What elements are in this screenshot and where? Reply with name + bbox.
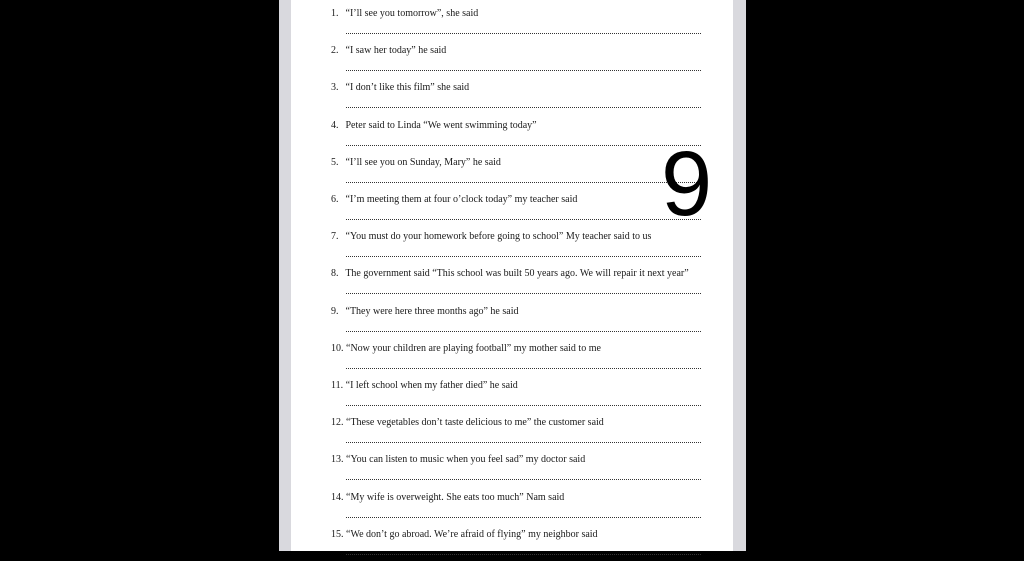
exercise-sentence [331, 492, 564, 504]
answer-line [346, 33, 701, 34]
answer-line [346, 219, 701, 220]
exercise-number: 9. [331, 305, 339, 317]
exercise-number: 15. [331, 528, 344, 540]
exercise-item [291, 450, 733, 486]
exercise-number: 4. [331, 119, 339, 131]
exercise-sentence [331, 306, 518, 318]
document-page-frame [279, 0, 746, 551]
answer-line [346, 70, 701, 71]
exercise-number: 10. [331, 342, 344, 354]
exercise-sentence [331, 231, 651, 243]
exercise-text: Peter said to Linda “We went swimming today” [345, 119, 537, 131]
answer-line [346, 554, 701, 555]
exercise-sentence [331, 120, 537, 132]
exercise-sentence [331, 268, 689, 280]
exercise-item [291, 376, 733, 412]
exercise-item [291, 525, 733, 561]
exercise-item [291, 339, 733, 375]
exercise-number: 1. [331, 8, 339, 19]
exercise-text: “My wife is overweight. She eats too much” Nam said [346, 491, 565, 503]
exercise-text: “They were here three months ago” he said [345, 305, 519, 317]
answer-line [346, 442, 701, 443]
exercise-number: 5. [331, 156, 339, 168]
exercise-number: 14. [331, 491, 344, 503]
exercise-sentence [331, 8, 478, 20]
exercise-item [291, 4, 733, 40]
exercise-sentence [331, 380, 518, 392]
exercise-text: “I don’t like this film” she said [345, 82, 470, 94]
answer-line [346, 256, 701, 257]
exercise-sentence [331, 45, 446, 57]
exercise-number: 7. [331, 231, 339, 243]
exercise-text: “You can listen to music when you feel sad” my doctor said [346, 454, 586, 466]
exercise-text: “Now your children are playing football” my mother said to me [346, 342, 601, 354]
exercise-sentence [331, 82, 469, 94]
exercise-sentence [331, 157, 501, 169]
answer-line [346, 368, 701, 369]
exercise-item [291, 302, 733, 338]
exercise-item [291, 413, 733, 449]
exercise-text: The government said “This school was built 50 years ago. We will repair it next year” [345, 268, 689, 280]
answer-line [346, 517, 701, 518]
exercise-text: “You must do your homework before going to school” My teacher said to us [345, 231, 652, 243]
exercise-sentence [331, 194, 577, 206]
answer-line [346, 145, 701, 146]
exercise-text: “I’ll see you on Sunday, Mary” he said [345, 156, 501, 168]
worksheet-paper [291, 0, 733, 551]
exercise-list [291, 0, 733, 551]
answer-line [346, 182, 701, 183]
exercise-number: 12. [331, 417, 344, 429]
exercise-number: 13. [331, 454, 344, 466]
exercise-number: 2. [331, 45, 339, 57]
exercise-text: “We don’t go abroad. We’re afraid of flying” my neighbor said [346, 528, 598, 540]
answer-line [346, 405, 701, 406]
exercise-sentence [331, 343, 601, 355]
exercise-item [291, 78, 733, 114]
exercise-text: “I’ll see you tomorrow”, she said [345, 8, 479, 19]
exercise-text: “I’m meeting them at four o’clock today” my teacher said [345, 194, 578, 205]
exercise-number: 3. [331, 82, 339, 94]
exercise-number: 6. [331, 194, 339, 205]
exercise-sentence [331, 454, 585, 466]
exercise-item [291, 264, 733, 300]
page-number-overlay: 9 [661, 133, 713, 235]
exercise-sentence [331, 417, 604, 429]
answer-line [346, 331, 701, 332]
answer-line [346, 107, 701, 108]
exercise-item [291, 41, 733, 77]
exercise-number: 8. [331, 268, 339, 280]
answer-line [346, 293, 701, 294]
exercise-item [291, 488, 733, 524]
exercise-sentence [331, 529, 598, 541]
answer-line [346, 479, 701, 480]
exercise-number: 11. [331, 380, 344, 391]
exercise-text: “I saw her today” he said [345, 45, 447, 57]
exercise-text: “I left school when my father died” he said [345, 380, 518, 391]
exercise-text: “These vegetables don’t taste delicious to me” the customer said [346, 417, 604, 429]
